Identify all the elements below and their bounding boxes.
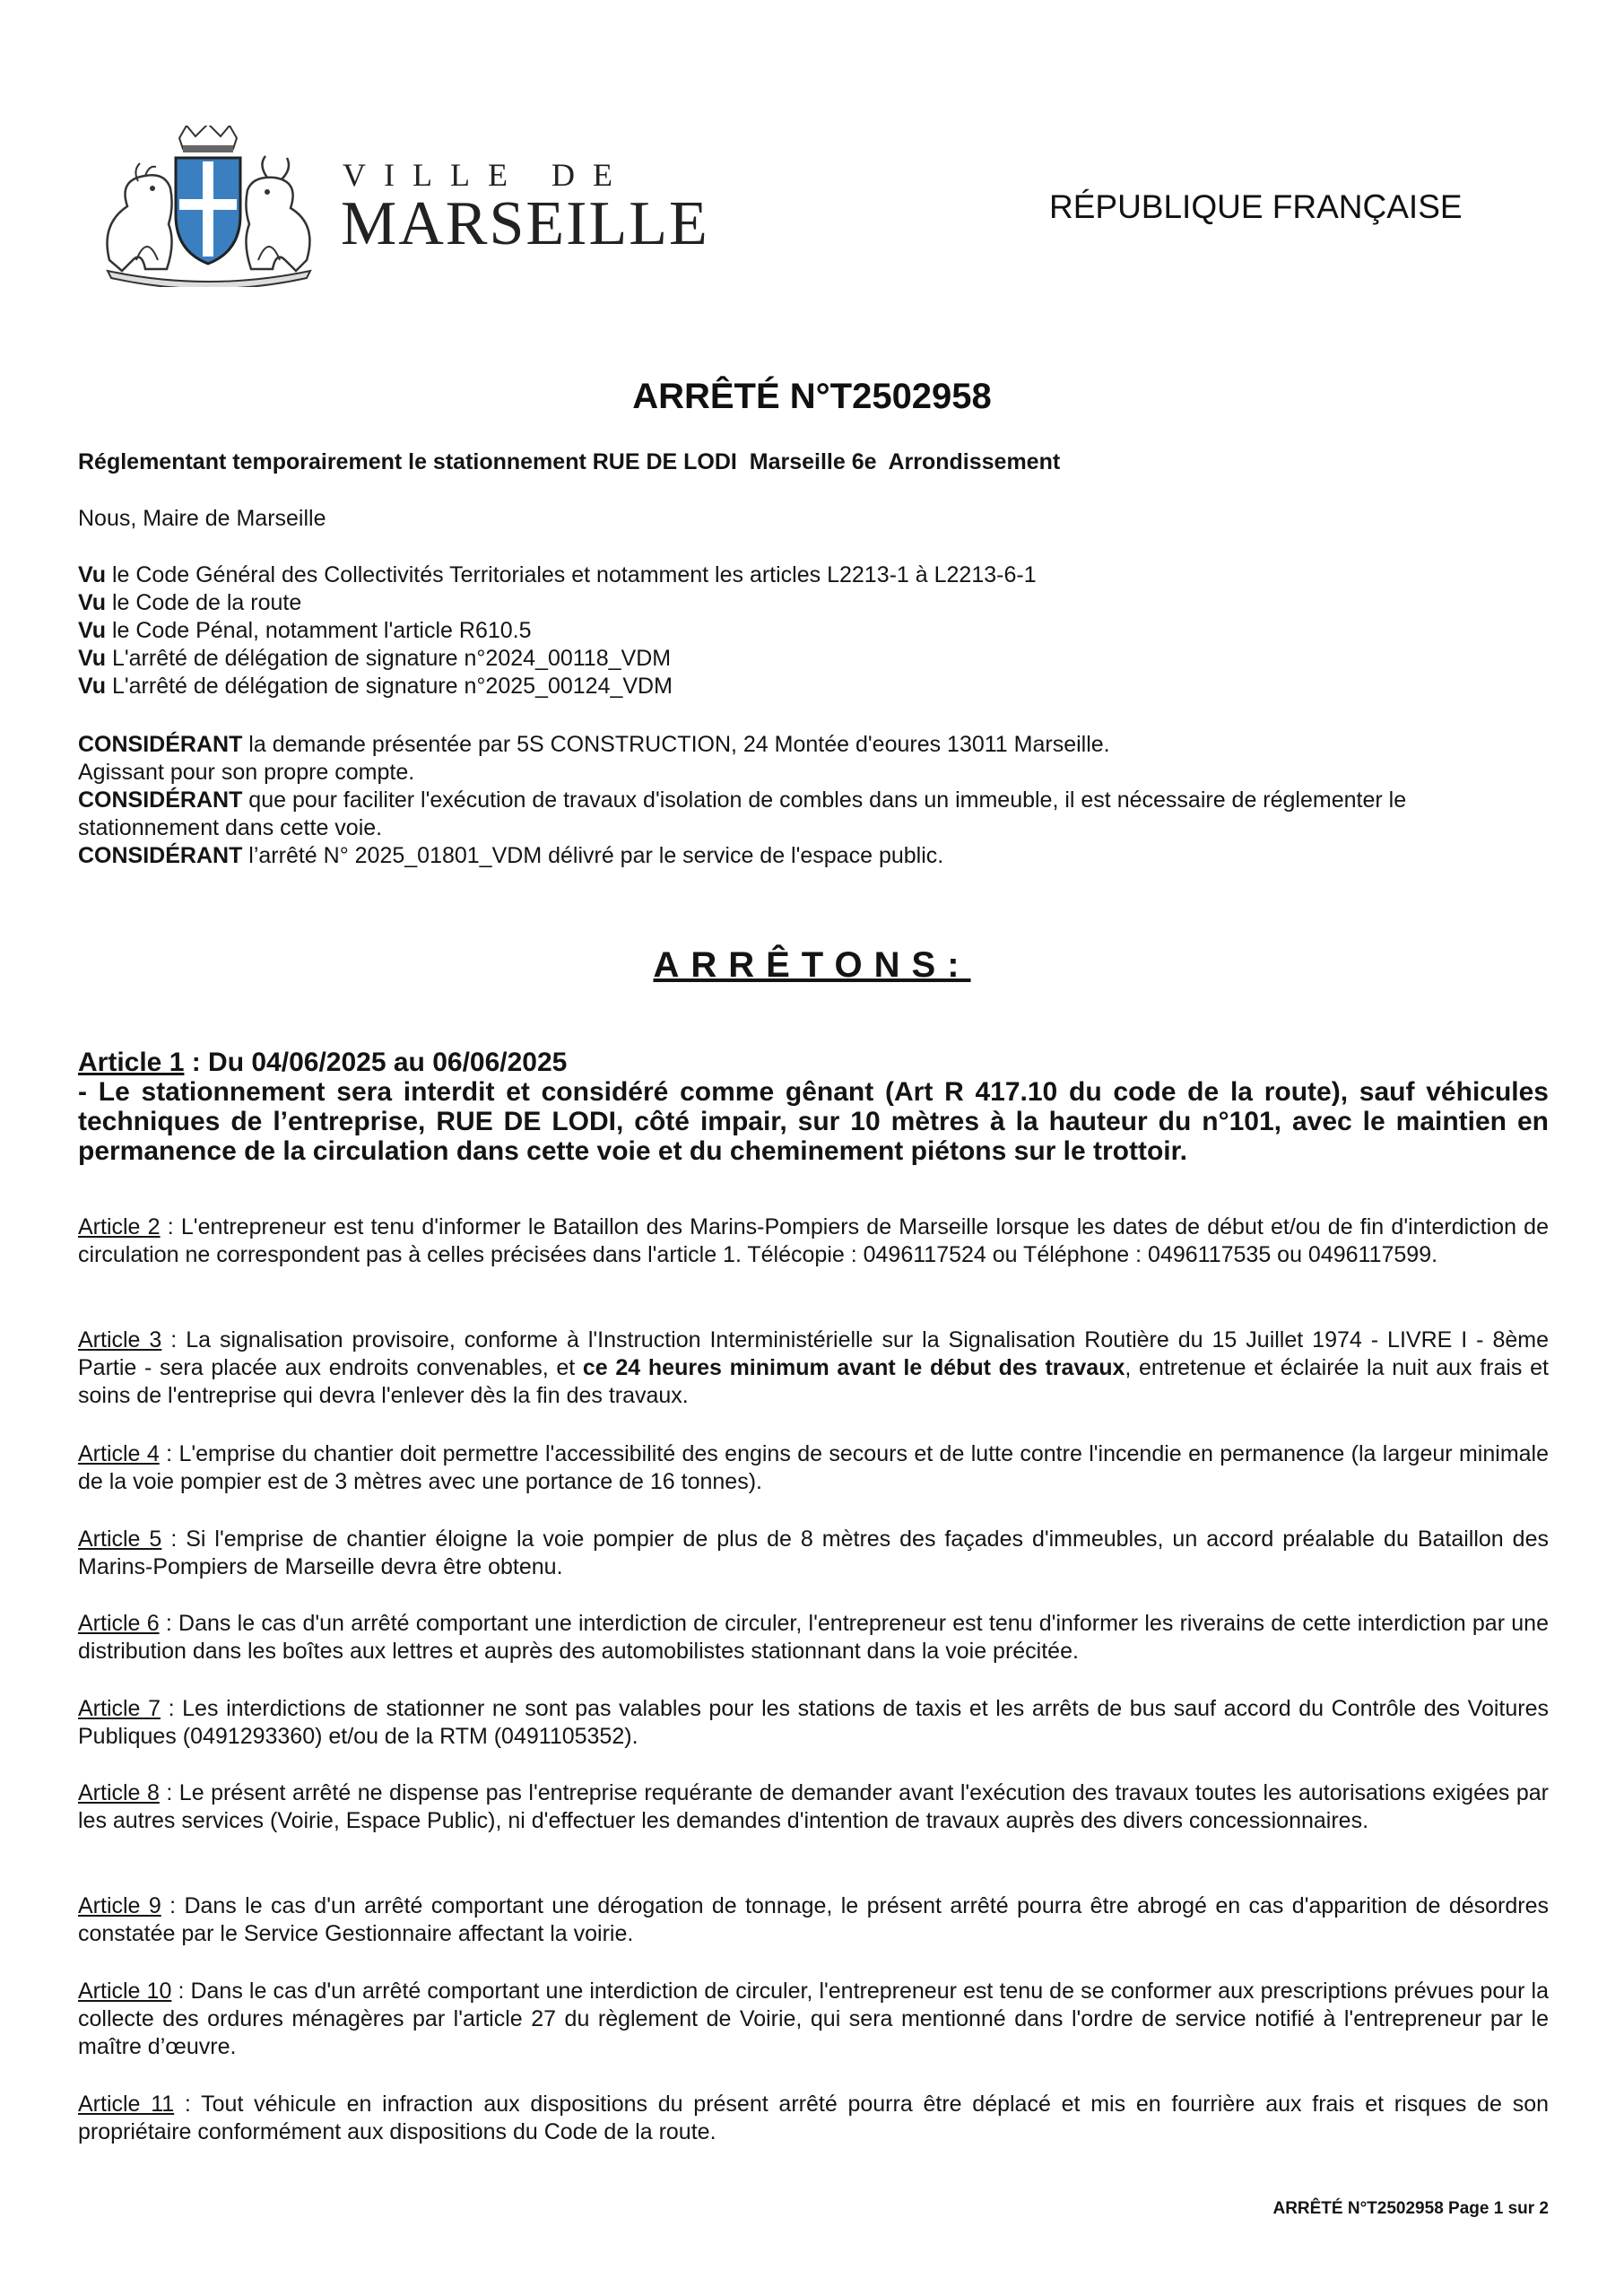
page-subtitle: Réglementant temporairement le stationnement RUE DE LODI Marseille 6e Arrondissement — [78, 449, 1061, 474]
article-label: Article 7 — [78, 1696, 161, 1721]
article-1-dates: : Du 04/06/2025 au 06/06/2025 — [184, 1048, 568, 1077]
vu-line — [78, 617, 532, 644]
considerant-line: stationnement dans cette voie. — [78, 815, 383, 840]
considerant-text: l’arrêté N° 2025_01801_VDM délivré par le service de l'espace public. — [242, 843, 944, 868]
vu-text: L'arrêté de délégation de signature n°2025_00124_VDM — [106, 674, 673, 699]
considerant-line — [78, 842, 943, 869]
vu-label: Vu — [78, 646, 107, 671]
coat-of-arms-icon — [83, 126, 334, 287]
considerant-label: CONSIDÉRANT — [78, 787, 243, 813]
vu-line — [78, 645, 671, 672]
article-11 — [78, 2091, 1549, 2146]
article-text: : Tout véhicule en infraction aux dispositions du présent arrêté pourra être déplacé et mis en fourrière aux frais et risques de son propriétaire conformément aux dispositions du Code de la route. — [78, 2092, 1550, 2144]
article-text: : L'entrepreneur est tenu d'informer le Bataillon des Marins-Pompiers de Marseille lorsque les dates de début et/ou de fin d'interdiction de circulation ne correspondent pas à celles précisées dans l'article 1. Télécopie : 0496117524 ou Téléphone : 0496117535 ou 0496117599. — [78, 1214, 1549, 1267]
vu-text: L'arrêté de délégation de signature n°2024_00118_VDM — [106, 646, 672, 671]
vu-text: le Code Général des Collectivités Territoriales et notamment les articles L2213-1 à L2213-6-1 — [106, 562, 1037, 587]
article-10 — [78, 1978, 1549, 2061]
ville-de-marseille-logo — [83, 126, 709, 287]
article-text: : L'emprise du chantier doit permettre l'accessibilité des engins de secours et de lutte contre l'incendie en permanence (la largeur minimale de la voie pompier est de 3 mètres avec une portance de 16 tonnes). — [78, 1441, 1550, 1494]
considerant-line — [78, 787, 1406, 813]
considerant-line — [78, 731, 1110, 758]
intro: Nous, Maire de Marseille — [78, 506, 326, 531]
vu-label: Vu — [78, 618, 107, 643]
vu-text: le Code de la route — [106, 590, 302, 615]
article-1 — [78, 1048, 1549, 1166]
vu-label: Vu — [78, 562, 107, 587]
considerant-text: que pour faciliter l'exécution de travaux d'isolation de combles dans un immeuble, il est nécessaire de réglementer le — [242, 787, 1407, 813]
article-7 — [78, 1695, 1549, 1751]
article-9 — [78, 1892, 1549, 1948]
vu-line — [78, 589, 301, 616]
article-text: , entretenue et éclairée la nuit aux frais et soins de l'entreprise qui devra l'enlever dès la fin des travaux. — [78, 1355, 1549, 1408]
article-text: : La signalisation provisoire, conforme à l'Instruction Interministérielle sur la Signalisation Routière du 15 Juillet 1974 - LIVRE I - 8ème Partie - sera placée aux endroits convenables, et — [78, 1327, 1549, 1380]
logo-line1: VILLE DE — [343, 157, 630, 193]
vu-line — [78, 673, 673, 700]
article-6 — [78, 1610, 1549, 1665]
article-label: Article 2 — [78, 1214, 161, 1239]
article-label: Article 8 — [78, 1780, 160, 1805]
article-text: : Le présent arrêté ne dispense pas l'entreprise requérante de demander avant l'exécution des travaux toutes les autorisations exigées par les autres services (Voirie, Espace Public), ni d'effectuer les demandes d'intention de travaux auprès des divers concessionnaires. — [78, 1780, 1549, 1833]
article-5 — [78, 1526, 1549, 1581]
article-8 — [78, 1779, 1549, 1835]
article-1-text: - Le stationnement sera interdit et considéré comme gênant (Art R 417.10 du code de la route), sauf véhicules techniques de l’entreprise, RUE DE LODI, côté impair, sur 10 mètres à la hauteur du n°101, avec le maintien en permanence de la circulation dans cette voie et du cheminement piétons sur le trottoir. — [78, 1077, 1549, 1166]
article-label: Article 11 — [78, 2092, 175, 2117]
considerant-label: CONSIDÉRANT — [78, 843, 243, 868]
article-text: : Si l'emprise de chantier éloigne la voie pompier de plus de 8 mètres des façades d'immeubles, un accord préalable du Bataillon des Marins-Pompiers de Marseille devra être obtenu. — [78, 1526, 1549, 1579]
article-label: Article 5 — [78, 1526, 162, 1552]
article-label: Article 1 — [78, 1048, 185, 1077]
considerant-line: Agissant pour son propre compte. — [78, 760, 415, 785]
vu-text: le Code Pénal, notamment l'article R610.5 — [106, 618, 532, 643]
article-text: : Les interdictions de stationner ne sont pas valables pour les stations de taxis et les arrêts de bus sauf accord du Contrôle des Voitures Publiques (0491293360) et/ou de la RTM (0491105352). — [78, 1696, 1549, 1749]
considerant-label: CONSIDÉRANT — [78, 732, 243, 757]
article-label: Article 3 — [78, 1327, 162, 1352]
arretons-heading: ARRÊTONS: — [653, 945, 971, 985]
article-2 — [78, 1213, 1549, 1269]
page-footer: ARRÊTÉ N°T2502958 Page 1 sur 2 — [1272, 2199, 1549, 2218]
article-text: : Dans le cas d'un arrêté comportant une interdiction de circuler, l'entrepreneur est tenu de se conformer aux prescriptions prévues pour la collecte des ordures ménagères par l'article 27 du règlement de Voirie, qui sera mentionné dans l'ordre de service notifié à l'entrepreneur par le maître d’œuvre. — [78, 1979, 1549, 2059]
article-3 — [78, 1326, 1549, 1410]
article-label: Article 10 — [78, 1979, 172, 2004]
article-label: Article 9 — [78, 1893, 161, 1918]
logo-line2: MARSEILLE — [341, 189, 709, 258]
article-label: Article 6 — [78, 1611, 160, 1636]
page-title: ARRÊTÉ N°T2502958 — [632, 377, 992, 416]
article-text: : Dans le cas d'un arrêté comportant une dérogation de tonnage, le présent arrêté pourra être abrogé en cas d'apparition de désordres constatée par le Service Gestionnaire affectant la voirie. — [78, 1893, 1550, 1946]
vu-label: Vu — [78, 590, 107, 615]
vu-line — [78, 561, 1037, 588]
article-text: : Dans le cas d'un arrêté comportant une interdiction de circuler, l'entrepreneur est tenu d'informer les riverains de cette interdiction par une distribution dans les boîtes aux lettres et auprès des automobilistes stationnant dans la voie précitée. — [78, 1611, 1549, 1664]
article-label: Article 4 — [78, 1441, 160, 1466]
vu-label: Vu — [78, 674, 107, 699]
republique-francaise: RÉPUBLIQUE FRANÇAISE — [1049, 188, 1463, 225]
article-4 — [78, 1440, 1549, 1496]
considerant-text: la demande présentée par 5S CONSTRUCTION, 24 Montée d'eoures 13011 Marseille. — [242, 732, 1110, 757]
article-emphasis: ce 24 heures minimum avant le début des travaux — [582, 1355, 1125, 1380]
